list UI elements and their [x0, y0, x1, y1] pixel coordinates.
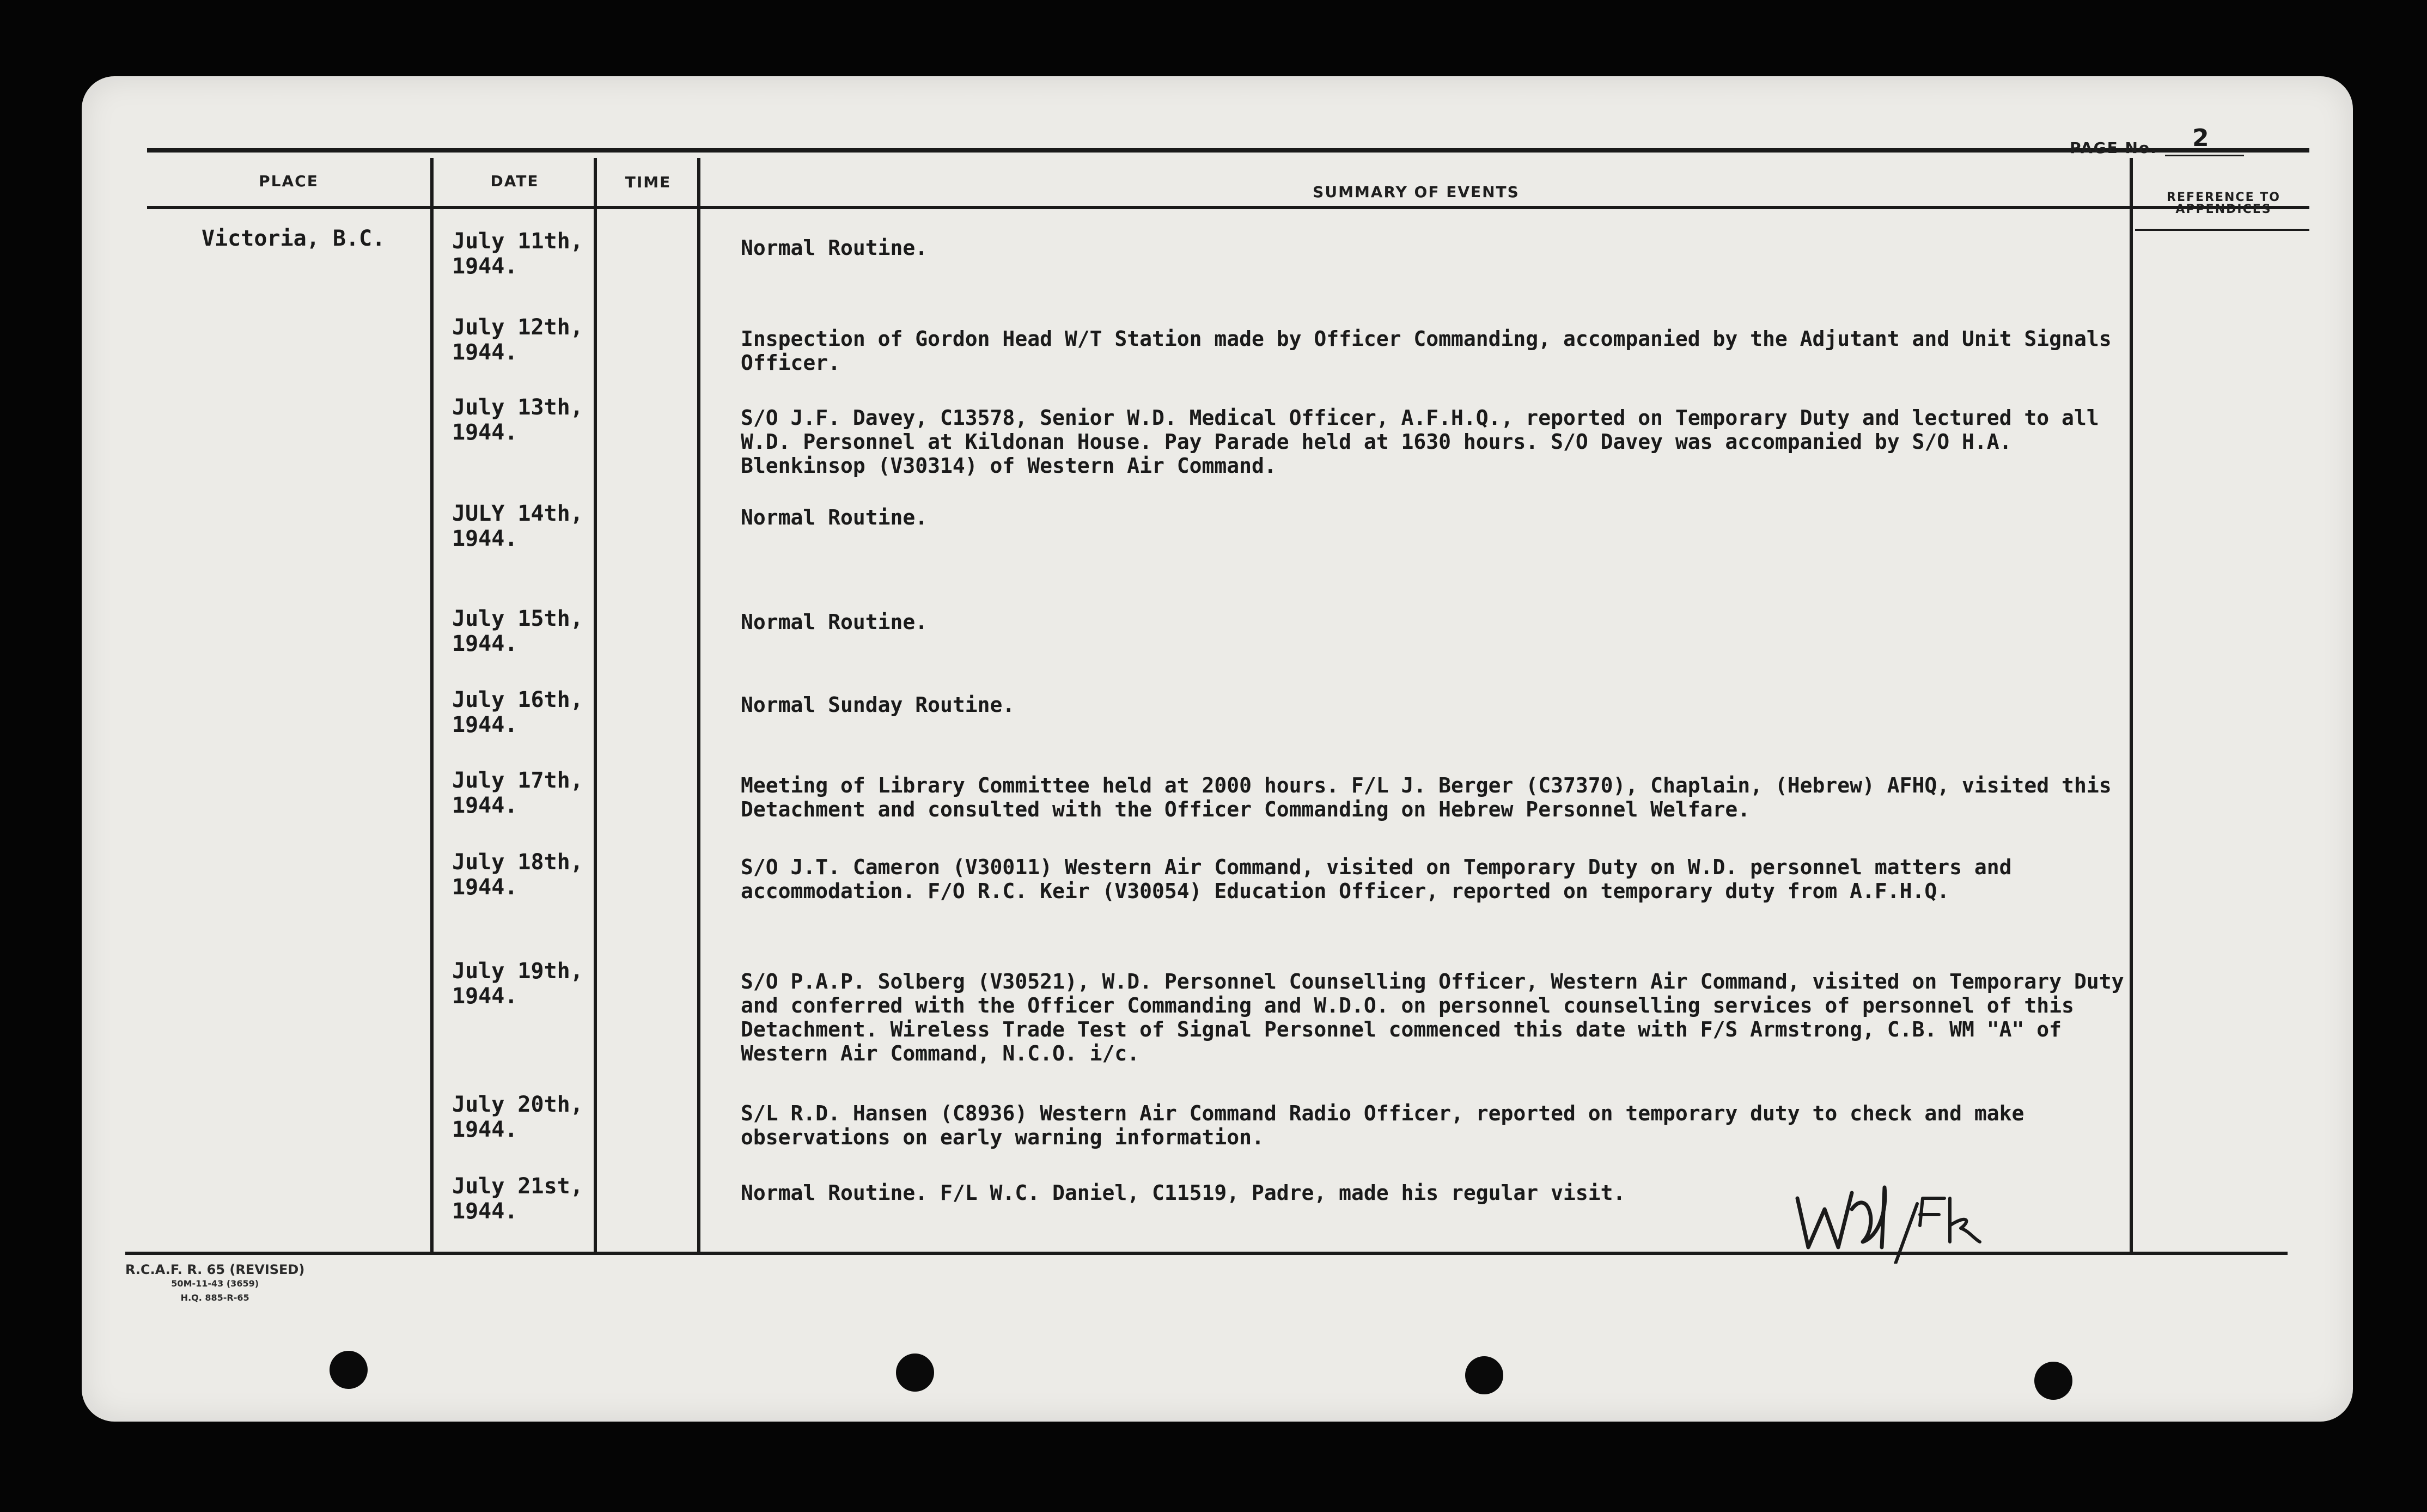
form-hq-code: H.Q. 885-R-65	[180, 1292, 249, 1303]
entry-summary: S/L R.D. Hansen (C8936) Western Air Command Radio Officer, reported on temporary duty to check and make observations on early warning information.	[741, 1101, 2024, 1149]
entry-summary: S/O J.F. Davey, C13578, Senior W.D. Medical Officer, A.F.H.Q., reported on Temporary Duty and lectured to all W.D. Personnel at Kildonan House. Pay Parade held at 1630 hours. S/O Davey was accompanied by S/O H.A. Blenkinsop (V30314) of Western Air Command.	[741, 406, 2099, 478]
entry-date: JULY 14th, 1944.	[452, 501, 583, 551]
form-identifier	[125, 1263, 304, 1305]
header-reference: REFERENCE TO APPENDICES	[2167, 191, 2280, 216]
entry-summary: Meeting of Library Committee held at 2000 hours. F/L J. Berger (C37370), Chaplain, (Hebrew) AFHQ, visited this Detachment and consulted with the Officer Commanding on Hebrew Personnel Welfare.	[741, 773, 2112, 821]
form-number: R.C.A.F. R. 65 (REVISED)	[125, 1262, 305, 1277]
entry-date: July 17th, 1944.	[452, 768, 583, 818]
entry-summary: Inspection of Gordon Head W/T Station made by Officer Commanding, accompanied by the Adjutant and Unit Signals Officer.	[741, 327, 2112, 375]
time-summary-divider	[697, 158, 700, 1253]
entry-date: July 20th, 1944.	[452, 1092, 583, 1142]
entry-summary: Normal Routine. F/L W.C. Daniel, C11519, Padre, made his regular visit.	[741, 1181, 1626, 1205]
binder-hole	[2034, 1362, 2072, 1400]
entry-date: July 16th, 1944.	[452, 687, 583, 737]
signature-initials	[1786, 1176, 1983, 1264]
entry-date: July 15th, 1944.	[452, 606, 583, 656]
header-time: TIME	[625, 173, 672, 191]
binder-hole	[1465, 1356, 1503, 1394]
form-card	[82, 76, 2353, 1422]
place-date-divider	[430, 158, 434, 1253]
entry-summary: Normal Routine.	[741, 505, 928, 529]
header-place: PLACE	[259, 172, 319, 190]
place-value: Victoria, B.C.	[202, 226, 386, 251]
page-number-value: 2	[2192, 124, 2209, 152]
header-date: DATE	[490, 172, 539, 190]
entry-date: July 21st, 1944.	[452, 1174, 583, 1224]
page-number-label: PAGE No.	[2070, 139, 2157, 157]
form-print-code: 50M-11-43 (3659)	[171, 1278, 259, 1289]
top-rule	[147, 148, 2309, 153]
binder-hole	[896, 1354, 934, 1392]
entry-summary: Normal Sunday Routine.	[741, 693, 1015, 717]
entry-summary: S/O J.T. Cameron (V30011) Western Air Command, visited on Temporary Duty on W.D. personnel matters and accommodation. F/O R.C. Keir (V30054) Education Officer, reported on temporary duty from A.F.H.Q.	[741, 855, 2012, 903]
entry-summary: S/O P.A.P. Solberg (V30521), W.D. Personnel Counselling Officer, Western Air Command, visited on Temporary Duty and conferred with the Officer Commanding and W.D.O. on personnel counselling services of personnel of this Detachment. Wireless Trade Test of Signal Personnel commenced this date with F/S Armstrong, C.B. WM "A" of Western Air Command, N.C.O. i/c.	[741, 970, 2124, 1065]
binder-hole	[330, 1351, 368, 1389]
entry-date: July 13th, 1944.	[452, 395, 583, 445]
page-number-underline	[2165, 155, 2244, 156]
reference-header-rule	[2135, 229, 2309, 231]
header-bottom-rule	[147, 206, 2309, 209]
entry-date: July 18th, 1944.	[452, 850, 583, 900]
entry-summary: Normal Routine.	[741, 236, 928, 260]
entry-date: July 19th, 1944.	[452, 959, 583, 1009]
entry-summary: Normal Routine.	[741, 610, 928, 634]
entry-date: July 12th, 1944.	[452, 315, 583, 365]
entry-date: July 11th, 1944.	[452, 229, 583, 279]
header-summary: SUMMARY OF EVENTS	[1313, 183, 1520, 201]
